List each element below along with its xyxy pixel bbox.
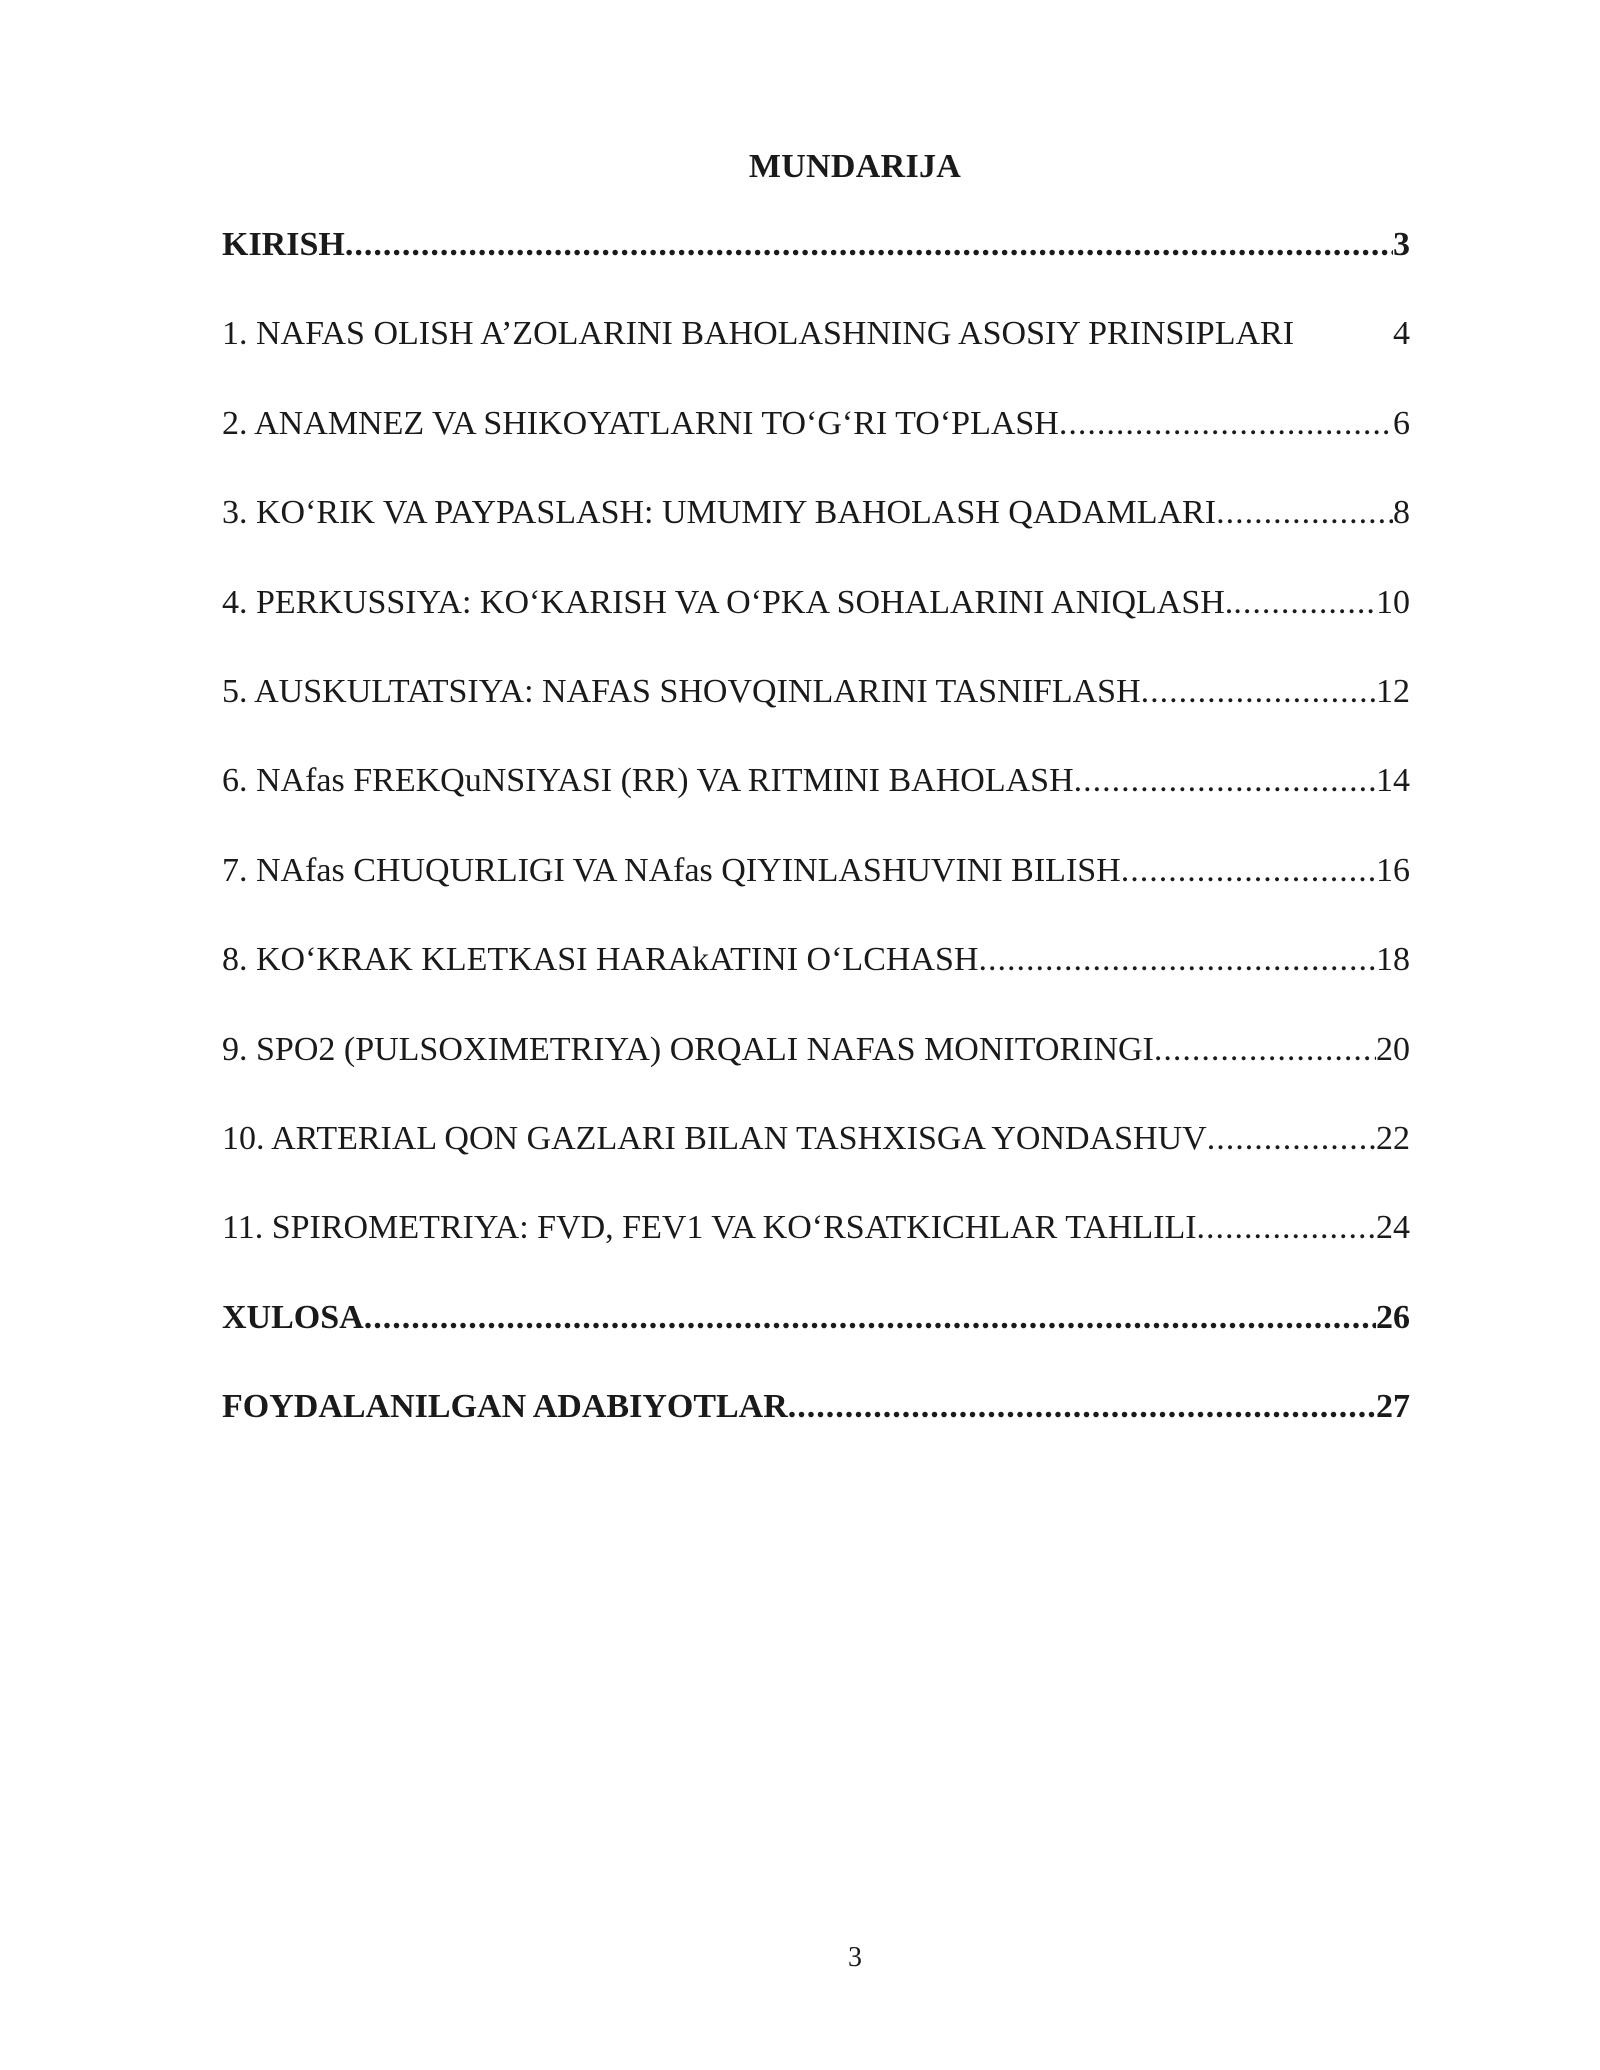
- toc-dot-leader: [1154, 1033, 1376, 1067]
- toc-entry-page: 4: [1393, 315, 1410, 353]
- toc-entry[interactable]: [222, 222, 1410, 311]
- toc-entry[interactable]: [222, 1027, 1410, 1116]
- toc-entry-label: 2. ANAMNEZ VA SHIKOYATLARNI TO‘G‘RI TO‘PLASH: [222, 404, 1059, 442]
- toc-entry-page: 16: [1376, 851, 1410, 889]
- page-number: 3: [848, 1942, 862, 1973]
- toc-entry[interactable]: [222, 490, 1410, 579]
- toc-entry[interactable]: [222, 1384, 1410, 1473]
- toc-entry-page: 24: [1376, 1209, 1410, 1247]
- toc-entry-page: 22: [1376, 1119, 1410, 1157]
- toc-dot-leader: [1207, 1122, 1376, 1156]
- toc-entry-label: 3. KO‘RIK VA PAYPASLASH: UMUMIY BAHOLASH QADAMLARI: [222, 494, 1217, 532]
- toc-entry[interactable]: [222, 401, 1410, 490]
- toc-entry-page: 14: [1376, 762, 1410, 800]
- toc-entry-label: 11. SPIROMETRIYA: FVD, FEV1 VA KO‘RSATKICHLAR TAHLILI: [222, 1209, 1197, 1247]
- toc-entry-label: 7. NAfas CHUQURLIGI VA NAfas QIYINLASHUVINI BILISH: [222, 851, 1121, 889]
- toc-dot-leader: [1216, 496, 1393, 530]
- toc-entry[interactable]: [222, 937, 1410, 1026]
- toc-entry-label: 4. PERKUSSIYA: KO‘KARISH VA O‘PKA SOHALARINI ANIQLASH.: [222, 583, 1234, 621]
- toc-entry-label: FOYDALANILGAN ADABIYOTLAR: [222, 1388, 788, 1426]
- toc-entry-page: 12: [1376, 672, 1410, 710]
- toc-entry[interactable]: [222, 580, 1410, 669]
- toc-dot-leader: [1141, 675, 1376, 709]
- toc-entry-label: KIRISH: [222, 226, 345, 263]
- page-title: MUNDARIJA: [748, 148, 962, 185]
- toc-entry-page: 10: [1376, 583, 1410, 621]
- toc-entry-page: 26: [1376, 1298, 1410, 1336]
- toc-dot-leader: [1233, 586, 1376, 620]
- toc-entry-page: 6: [1393, 404, 1410, 442]
- toc-entry-page: 27: [1376, 1388, 1410, 1426]
- toc-entry[interactable]: [222, 669, 1410, 758]
- toc-entry[interactable]: [222, 1116, 1410, 1205]
- toc-entry[interactable]: [222, 758, 1410, 847]
- toc-dot-leader: [345, 228, 1393, 262]
- toc-entry-page: 18: [1376, 941, 1410, 979]
- toc-entry[interactable]: [222, 1295, 1410, 1384]
- toc-dot-leader: [364, 1301, 1376, 1335]
- toc-dot-leader: [788, 1390, 1376, 1424]
- toc-entry-page: 8: [1393, 494, 1410, 532]
- toc-entry-label: 6. NAfas FREKQuNSIYASI (RR) VA RITMINI BAHOLASH: [222, 762, 1074, 800]
- toc-entry-label: 8. KO‘KRAK KLETKASI HARAkATINI O‘LCHASH: [222, 941, 979, 979]
- toc-entry[interactable]: [222, 1205, 1410, 1294]
- toc-entry[interactable]: [222, 311, 1410, 400]
- toc-entry-label: 1. NAFAS OLISH A’ZOLARINI BAHOLASHNING ASOSIY PRINSIPLARI: [222, 315, 1295, 353]
- toc-entry[interactable]: [222, 848, 1410, 937]
- toc-entry-label: 5. AUSKULTATSIYA: NAFAS SHOVQINLARINI TASNIFLASH: [222, 672, 1141, 710]
- toc-dot-leader: [978, 943, 1376, 977]
- table-of-contents: [222, 222, 1410, 1473]
- toc-entry-page: 3: [1393, 226, 1410, 263]
- toc-dot-leader: [1074, 764, 1376, 798]
- toc-entry-page: 20: [1376, 1030, 1410, 1068]
- toc-dot-leader: [1121, 854, 1376, 888]
- toc-entry-label: XULOSA: [222, 1298, 364, 1336]
- toc-dot-leader: [1197, 1211, 1376, 1245]
- toc-dot-leader: [1059, 407, 1393, 441]
- toc-entry-label: 10. ARTERIAL QON GAZLARI BILAN TASHXISGA YONDASHUV: [222, 1119, 1207, 1157]
- toc-entry-label: 9. SPO2 (PULSOXIMETRIYA) ORQALI NAFAS MONITORINGI: [222, 1030, 1154, 1068]
